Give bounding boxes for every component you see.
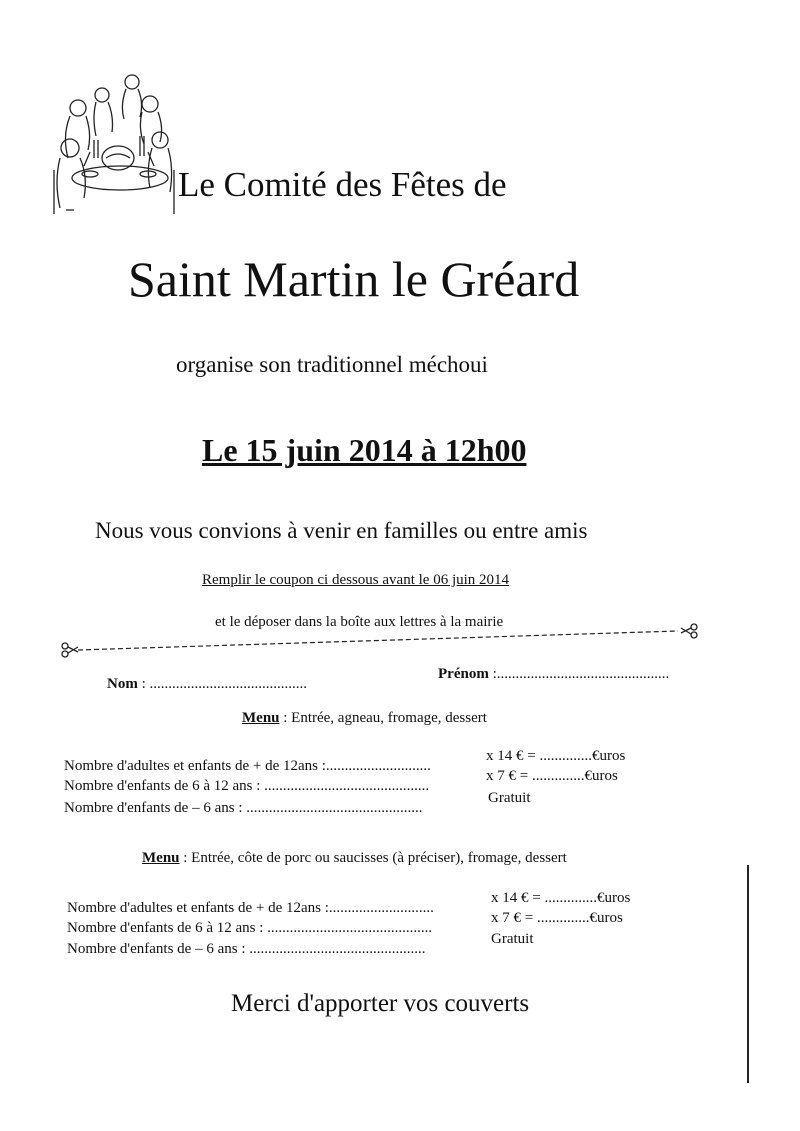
menu-1-adults-price: x 14 € = ..............€uros	[486, 748, 626, 764]
coupon-cut-line	[60, 618, 700, 658]
name-field[interactable]	[107, 676, 307, 693]
menu-2-infants-row[interactable]: Nombre d'enfants de – 6 ans : ...............................................	[67, 941, 426, 957]
menu-1-heading	[242, 710, 487, 727]
footer-note: Merci d'apporter vos couverts	[231, 990, 530, 1017]
invitation-text: Nous vous convions à venir en familles ou entre amis	[95, 518, 588, 543]
menu-1-children-price: x 7 € = ..............€uros	[486, 768, 618, 784]
scissors-icon	[681, 624, 697, 638]
name-label: Nom	[107, 676, 138, 692]
menu-1-infants-row[interactable]: Nombre d'enfants de – 6 ans : ...............................................	[64, 800, 423, 816]
firstname-field[interactable]	[438, 666, 669, 683]
name-dots: ..........................................	[149, 676, 307, 692]
deadline-instruction: Remplir le coupon ci dessous avant le 06 juin 2014	[202, 572, 510, 588]
menu-1-infants-price: Gratuit	[488, 790, 531, 806]
menu-1-adults-row[interactable]: Nombre d'adultes et enfants de + de 12ans :............................	[64, 758, 431, 774]
menu-2-adults-price: x 14 € = ..............€uros	[491, 890, 631, 906]
menu-label: Menu	[242, 710, 280, 726]
scan-edge-line	[747, 865, 749, 1083]
subtitle: organise son traditionnel méchoui	[176, 352, 488, 377]
firstname-separator: :	[488, 666, 497, 682]
family-dinner-illustration	[50, 70, 180, 215]
menu-label: Menu	[142, 850, 180, 866]
firstname-dots: ..............................................	[496, 666, 670, 682]
menu-description: : Entrée, côte de porc ou saucisses (à préciser), fromage, dessert	[179, 850, 567, 866]
menu-2-children-row[interactable]: Nombre d'enfants de 6 à 12 ans : ............................................	[67, 920, 433, 936]
name-separator: :	[137, 676, 150, 692]
organizer-line: Le Comité des Fêtes de	[178, 165, 507, 204]
menu-2-heading	[142, 850, 567, 867]
menu-2-adults-row[interactable]: Nombre d'adultes et enfants de + de 12ans :............................	[67, 900, 434, 916]
menu-2-children-price: x 7 € = ..............€uros	[491, 910, 623, 926]
firstname-label: Prénom	[438, 666, 489, 682]
menu-2-infants-price: Gratuit	[491, 931, 534, 947]
event-date: Le 15 juin 2014 à 12h00	[202, 432, 527, 468]
page-title: Saint Martin le Gréard	[128, 251, 580, 307]
dropoff-instruction: et le déposer dans la boîte aux lettres à la mairie	[215, 614, 504, 630]
menu-1-children-row[interactable]: Nombre d'enfants de 6 à 12 ans : ............................................	[64, 778, 430, 794]
menu-description: : Entrée, agneau, fromage, dessert	[279, 710, 487, 726]
scissors-icon	[62, 643, 78, 657]
